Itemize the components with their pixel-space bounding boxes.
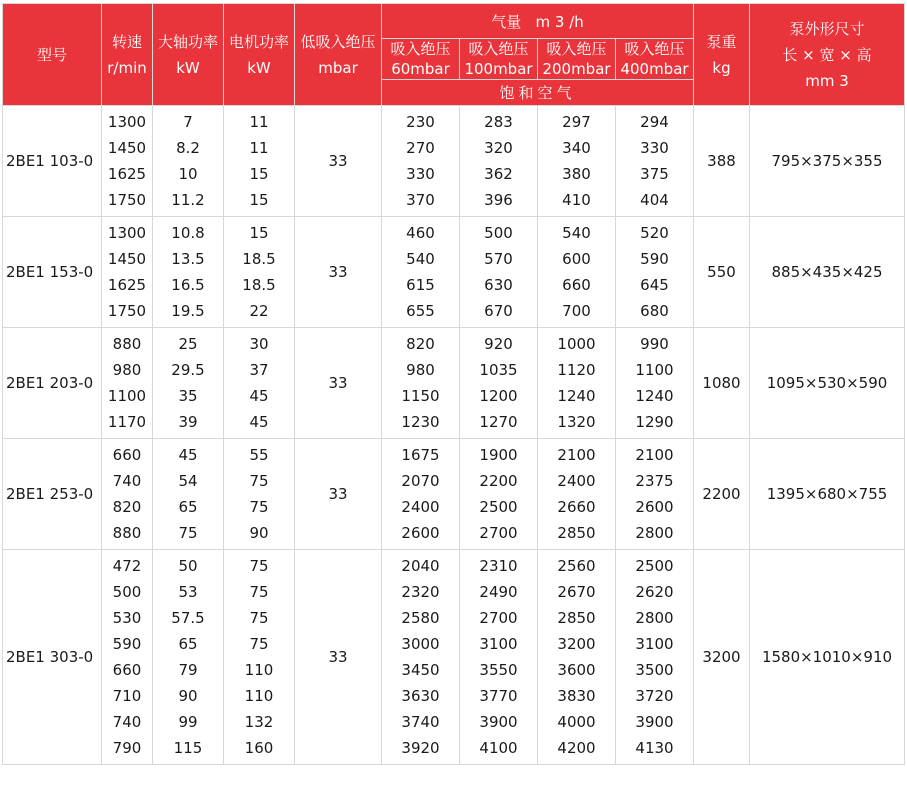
flow-60mbar-cell-value: 230 bbox=[406, 113, 435, 131]
flow-400mbar-cell bbox=[616, 106, 694, 217]
table-row bbox=[3, 328, 905, 439]
table-row bbox=[3, 217, 905, 328]
flow-400mbar-cell-value: 2800 bbox=[635, 524, 674, 542]
weight-cell-text: 388 bbox=[707, 152, 736, 170]
flow-60mbar-cell-value: 2320 bbox=[401, 583, 440, 601]
flow-100mbar-cell bbox=[460, 550, 538, 765]
weight-cell bbox=[694, 328, 750, 439]
table-header bbox=[3, 4, 905, 106]
flow-200mbar-cell-value: 3830 bbox=[557, 687, 596, 705]
flow-100mbar-cell-value: 500 bbox=[484, 224, 513, 242]
shaft-power-cell-value: 79 bbox=[178, 661, 198, 679]
flow-100mbar-cell-value: 1035 bbox=[479, 361, 518, 379]
shaft-power-cell-value: 53 bbox=[178, 583, 198, 601]
shaft-power-cell-value: 65 bbox=[178, 498, 198, 516]
flow-200mbar-cell-value: 2560 bbox=[557, 557, 596, 575]
min-pressure-cell bbox=[295, 439, 382, 550]
header-suction-60: 吸入绝压 60mbar bbox=[382, 39, 460, 80]
motor-power-cell-value: 75 bbox=[249, 635, 269, 653]
header-motor-power: 电机功率 kW bbox=[224, 4, 295, 106]
flow-60mbar-cell-value: 540 bbox=[406, 250, 435, 268]
flow-200mbar-cell-value: 2670 bbox=[557, 583, 596, 601]
weight-cell bbox=[694, 217, 750, 328]
flow-60mbar-cell-value: 3000 bbox=[401, 635, 440, 653]
flow-400mbar-cell bbox=[616, 550, 694, 765]
flow-60mbar-cell-value: 460 bbox=[406, 224, 435, 242]
speed-cell-value: 790 bbox=[112, 739, 142, 757]
weight-cell bbox=[694, 106, 750, 217]
flow-200mbar-cell-value: 1320 bbox=[557, 413, 596, 431]
shaft-power-cell-value: 75 bbox=[178, 524, 198, 542]
motor-power-cell-value: 18.5 bbox=[242, 250, 276, 268]
speed-cell bbox=[102, 106, 153, 217]
weight-cell-text: 550 bbox=[707, 263, 736, 281]
shaft-power-cell-value: 90 bbox=[178, 687, 198, 705]
speed-cell bbox=[102, 439, 153, 550]
dimensions-cell bbox=[750, 217, 905, 328]
speed-cell-value: 740 bbox=[112, 472, 142, 490]
shaft-power-cell-value: 10 bbox=[178, 165, 198, 183]
flow-400mbar-cell-value: 990 bbox=[640, 335, 669, 353]
flow-100mbar-cell-value: 283 bbox=[484, 113, 513, 131]
flow-100mbar-cell-value: 4100 bbox=[479, 739, 518, 757]
table-body bbox=[3, 106, 905, 765]
flow-400mbar-cell bbox=[616, 439, 694, 550]
motor-power-cell-value: 18.5 bbox=[242, 276, 276, 294]
shaft-power-cell-value: 57.5 bbox=[171, 609, 205, 627]
flow-60mbar-cell-value: 3920 bbox=[401, 739, 440, 757]
header-speed: 转速 r/min bbox=[102, 4, 153, 106]
flow-100mbar-cell-value: 3100 bbox=[479, 635, 518, 653]
flow-60mbar-cell-value: 2040 bbox=[401, 557, 440, 575]
flow-100mbar-cell-value: 570 bbox=[484, 250, 513, 268]
flow-200mbar-cell bbox=[538, 439, 616, 550]
flow-400mbar-cell-value: 2620 bbox=[635, 583, 674, 601]
motor-power-cell-value: 55 bbox=[249, 446, 269, 464]
flow-100mbar-cell-value: 2490 bbox=[479, 583, 518, 601]
flow-200mbar-cell-value: 3200 bbox=[557, 635, 596, 653]
flow-100mbar-cell-value: 3550 bbox=[479, 661, 518, 679]
flow-100mbar-cell bbox=[460, 106, 538, 217]
model-cell-text: 2BE1 153-0 bbox=[6, 263, 94, 281]
flow-400mbar-cell bbox=[616, 217, 694, 328]
flow-60mbar-cell-value: 1230 bbox=[401, 413, 440, 431]
flow-60mbar-cell-value: 2580 bbox=[401, 609, 440, 627]
flow-200mbar-cell-value: 2850 bbox=[557, 524, 596, 542]
shaft-power-cell-value: 99 bbox=[178, 713, 198, 731]
speed-cell bbox=[102, 217, 153, 328]
flow-60mbar-cell bbox=[382, 550, 460, 765]
flow-400mbar-cell-value: 294 bbox=[640, 113, 669, 131]
motor-power-cell-value: 90 bbox=[249, 524, 269, 542]
motor-power-cell-value: 75 bbox=[249, 583, 269, 601]
min-pressure-cell-text: 33 bbox=[328, 263, 348, 281]
shaft-power-cell-value: 16.5 bbox=[171, 276, 205, 294]
flow-400mbar-cell-value: 375 bbox=[640, 165, 669, 183]
speed-cell-value: 1625 bbox=[107, 276, 147, 294]
motor-power-cell-value: 160 bbox=[244, 739, 274, 757]
table-row bbox=[3, 439, 905, 550]
speed-cell-value: 660 bbox=[112, 446, 142, 464]
flow-400mbar-cell-value: 645 bbox=[640, 276, 669, 294]
shaft-power-cell-value: 39 bbox=[178, 413, 198, 431]
model-cell bbox=[3, 106, 102, 217]
speed-cell-value: 740 bbox=[112, 713, 142, 731]
shaft-power-cell-value: 13.5 bbox=[171, 250, 205, 268]
flow-200mbar-cell bbox=[538, 217, 616, 328]
flow-60mbar-cell-value: 655 bbox=[406, 302, 435, 320]
flow-60mbar-cell-value: 3740 bbox=[401, 713, 440, 731]
flow-200mbar-cell-value: 1000 bbox=[557, 335, 596, 353]
motor-power-cell-value: 110 bbox=[244, 687, 274, 705]
shaft-power-cell-value: 25 bbox=[178, 335, 198, 353]
flow-200mbar-cell-value: 2400 bbox=[557, 472, 596, 490]
dimensions-cell bbox=[750, 106, 905, 217]
shaft-power-cell-value: 29.5 bbox=[171, 361, 205, 379]
motor-power-cell-value: 75 bbox=[249, 557, 269, 575]
min-pressure-cell bbox=[295, 328, 382, 439]
flow-60mbar-cell bbox=[382, 217, 460, 328]
motor-power-cell-value: 45 bbox=[249, 413, 269, 431]
min-pressure-cell-text: 33 bbox=[328, 485, 348, 503]
table-row bbox=[3, 106, 905, 217]
flow-200mbar-cell-value: 700 bbox=[562, 302, 591, 320]
model-cell-text: 2BE1 103-0 bbox=[6, 152, 94, 170]
speed-cell-value: 820 bbox=[112, 498, 142, 516]
flow-100mbar-cell-value: 630 bbox=[484, 276, 513, 294]
pump-spec-table bbox=[2, 3, 905, 765]
flow-200mbar-cell-value: 3600 bbox=[557, 661, 596, 679]
speed-cell-value: 1450 bbox=[107, 139, 147, 157]
model-cell bbox=[3, 217, 102, 328]
flow-400mbar-cell-value: 2800 bbox=[635, 609, 674, 627]
header-dimensions: 泵外形尺寸 长 × 宽 × 高 mm 3 bbox=[750, 4, 905, 106]
flow-400mbar-cell-value: 1290 bbox=[635, 413, 674, 431]
weight-cell-text: 3200 bbox=[702, 648, 741, 666]
shaft-power-cell-value: 7 bbox=[183, 113, 193, 131]
model-cell bbox=[3, 550, 102, 765]
dimensions-cell-text: 795×375×355 bbox=[771, 152, 883, 170]
speed-cell-value: 1300 bbox=[107, 113, 147, 131]
flow-200mbar-cell-value: 4200 bbox=[557, 739, 596, 757]
speed-cell bbox=[102, 550, 153, 765]
flow-60mbar-cell bbox=[382, 106, 460, 217]
shaft-power-cell bbox=[153, 439, 224, 550]
speed-cell-value: 590 bbox=[112, 635, 142, 653]
flow-100mbar-cell bbox=[460, 328, 538, 439]
motor-power-cell-value: 110 bbox=[244, 661, 274, 679]
min-pressure-cell bbox=[295, 217, 382, 328]
flow-200mbar-cell bbox=[538, 550, 616, 765]
flow-400mbar-cell bbox=[616, 328, 694, 439]
flow-400mbar-cell-value: 4130 bbox=[635, 739, 674, 757]
header-gas-flow: 气量 m 3 /h bbox=[382, 4, 694, 39]
flow-100mbar-cell-value: 1900 bbox=[479, 446, 518, 464]
model-cell-text: 2BE1 203-0 bbox=[6, 374, 94, 392]
shaft-power-cell-value: 11.2 bbox=[171, 191, 205, 209]
flow-100mbar-cell-value: 320 bbox=[484, 139, 513, 157]
flow-60mbar-cell bbox=[382, 439, 460, 550]
flow-200mbar-cell-value: 540 bbox=[562, 224, 591, 242]
motor-power-cell-value: 75 bbox=[249, 472, 269, 490]
shaft-power-cell-value: 65 bbox=[178, 635, 198, 653]
speed-cell-value: 1300 bbox=[107, 224, 147, 242]
flow-400mbar-cell-value: 590 bbox=[640, 250, 669, 268]
flow-60mbar-cell-value: 820 bbox=[406, 335, 435, 353]
shaft-power-cell-value: 115 bbox=[173, 739, 203, 757]
motor-power-cell bbox=[224, 439, 295, 550]
flow-200mbar-cell-value: 4000 bbox=[557, 713, 596, 731]
weight-cell bbox=[694, 439, 750, 550]
motor-power-cell-value: 15 bbox=[249, 224, 269, 242]
speed-cell-value: 1750 bbox=[107, 191, 147, 209]
dimensions-cell-text: 1095×530×590 bbox=[766, 374, 888, 392]
motor-power-cell-value: 15 bbox=[249, 191, 269, 209]
min-pressure-cell bbox=[295, 106, 382, 217]
flow-100mbar-cell-value: 2310 bbox=[479, 557, 518, 575]
motor-power-cell-value: 75 bbox=[249, 609, 269, 627]
motor-power-cell bbox=[224, 106, 295, 217]
header-suction-400: 吸入绝压 400mbar bbox=[616, 39, 694, 80]
flow-60mbar-cell-value: 615 bbox=[406, 276, 435, 294]
shaft-power-cell-value: 50 bbox=[178, 557, 198, 575]
flow-60mbar-cell-value: 370 bbox=[406, 191, 435, 209]
flow-200mbar-cell-value: 1240 bbox=[557, 387, 596, 405]
flow-100mbar-cell-value: 2500 bbox=[479, 498, 518, 516]
flow-400mbar-cell-value: 404 bbox=[640, 191, 669, 209]
flow-60mbar-cell-value: 2600 bbox=[401, 524, 440, 542]
header-pump-weight: 泵重 kg bbox=[694, 4, 750, 106]
motor-power-cell-value: 132 bbox=[244, 713, 274, 731]
motor-power-cell-value: 37 bbox=[249, 361, 269, 379]
flow-200mbar-cell bbox=[538, 106, 616, 217]
flow-200mbar-cell-value: 410 bbox=[562, 191, 591, 209]
motor-power-cell-value: 22 bbox=[249, 302, 269, 320]
flow-200mbar-cell-value: 380 bbox=[562, 165, 591, 183]
model-cell bbox=[3, 328, 102, 439]
min-pressure-cell-text: 33 bbox=[328, 374, 348, 392]
speed-cell-value: 880 bbox=[112, 524, 142, 542]
flow-200mbar-cell-value: 2100 bbox=[557, 446, 596, 464]
flow-200mbar-cell-value: 297 bbox=[562, 113, 591, 131]
flow-60mbar-cell-value: 980 bbox=[406, 361, 435, 379]
motor-power-cell-value: 11 bbox=[249, 113, 269, 131]
flow-200mbar-cell-value: 660 bbox=[562, 276, 591, 294]
speed-cell-value: 1625 bbox=[107, 165, 147, 183]
flow-400mbar-cell-value: 330 bbox=[640, 139, 669, 157]
flow-60mbar-cell-value: 1150 bbox=[401, 387, 440, 405]
shaft-power-cell-value: 45 bbox=[178, 446, 198, 464]
dimensions-cell-text: 1395×680×755 bbox=[766, 485, 888, 503]
header-model: 型号 bbox=[3, 4, 102, 106]
dimensions-cell bbox=[750, 550, 905, 765]
flow-200mbar-cell bbox=[538, 328, 616, 439]
flow-100mbar-cell-value: 2200 bbox=[479, 472, 518, 490]
motor-power-cell bbox=[224, 217, 295, 328]
motor-power-cell-value: 15 bbox=[249, 165, 269, 183]
motor-power-cell-value: 11 bbox=[249, 139, 269, 157]
weight-cell bbox=[694, 550, 750, 765]
flow-60mbar-cell bbox=[382, 328, 460, 439]
shaft-power-cell-value: 19.5 bbox=[171, 302, 205, 320]
dimensions-cell bbox=[750, 439, 905, 550]
flow-60mbar-cell-value: 2070 bbox=[401, 472, 440, 490]
flow-100mbar-cell-value: 1200 bbox=[479, 387, 518, 405]
speed-cell-value: 710 bbox=[112, 687, 142, 705]
model-cell bbox=[3, 439, 102, 550]
flow-100mbar-cell-value: 920 bbox=[484, 335, 513, 353]
flow-60mbar-cell-value: 3450 bbox=[401, 661, 440, 679]
min-pressure-cell-text: 33 bbox=[328, 152, 348, 170]
flow-400mbar-cell-value: 1100 bbox=[635, 361, 674, 379]
speed-cell-value: 500 bbox=[112, 583, 142, 601]
flow-60mbar-cell-value: 2400 bbox=[401, 498, 440, 516]
header-suction-200: 吸入绝压 200mbar bbox=[538, 39, 616, 80]
flow-400mbar-cell-value: 3100 bbox=[635, 635, 674, 653]
weight-cell-text: 2200 bbox=[702, 485, 741, 503]
speed-cell-value: 1450 bbox=[107, 250, 147, 268]
flow-100mbar-cell bbox=[460, 439, 538, 550]
speed-cell-value: 980 bbox=[112, 361, 142, 379]
motor-power-cell-value: 30 bbox=[249, 335, 269, 353]
model-cell-text: 2BE1 253-0 bbox=[6, 485, 94, 503]
flow-100mbar-cell-value: 2700 bbox=[479, 609, 518, 627]
flow-60mbar-cell-value: 1675 bbox=[401, 446, 440, 464]
speed-cell-value: 1170 bbox=[107, 413, 147, 431]
flow-100mbar-cell-value: 1270 bbox=[479, 413, 518, 431]
flow-400mbar-cell-value: 2500 bbox=[635, 557, 674, 575]
shaft-power-cell-value: 35 bbox=[178, 387, 198, 405]
flow-400mbar-cell-value: 520 bbox=[640, 224, 669, 242]
shaft-power-cell bbox=[153, 328, 224, 439]
flow-200mbar-cell-value: 600 bbox=[562, 250, 591, 268]
flow-60mbar-cell-value: 270 bbox=[406, 139, 435, 157]
shaft-power-cell bbox=[153, 550, 224, 765]
flow-400mbar-cell-value: 2375 bbox=[635, 472, 674, 490]
motor-power-cell-value: 45 bbox=[249, 387, 269, 405]
motor-power-cell bbox=[224, 328, 295, 439]
flow-100mbar-cell-value: 3900 bbox=[479, 713, 518, 731]
motor-power-cell bbox=[224, 550, 295, 765]
model-cell-text: 2BE1 303-0 bbox=[6, 648, 94, 666]
header-saturated-air: 饱和空气 bbox=[382, 80, 694, 106]
speed-cell-value: 530 bbox=[112, 609, 142, 627]
min-pressure-cell bbox=[295, 550, 382, 765]
flow-100mbar-cell-value: 396 bbox=[484, 191, 513, 209]
flow-100mbar-cell-value: 3770 bbox=[479, 687, 518, 705]
flow-60mbar-cell-value: 330 bbox=[406, 165, 435, 183]
speed-cell bbox=[102, 328, 153, 439]
flow-100mbar-cell-value: 362 bbox=[484, 165, 513, 183]
flow-200mbar-cell-value: 2850 bbox=[557, 609, 596, 627]
header-min-suction-pressure: 低吸入绝压 mbar bbox=[295, 4, 382, 106]
dimensions-cell-text: 885×435×425 bbox=[771, 263, 883, 281]
dimensions-cell-text: 1580×1010×910 bbox=[761, 648, 893, 666]
flow-100mbar-cell bbox=[460, 217, 538, 328]
speed-cell-value: 1750 bbox=[107, 302, 147, 320]
min-pressure-cell-text: 33 bbox=[328, 648, 348, 666]
shaft-power-cell-value: 8.2 bbox=[176, 139, 200, 157]
flow-400mbar-cell-value: 3720 bbox=[635, 687, 674, 705]
shaft-power-cell bbox=[153, 106, 224, 217]
flow-200mbar-cell-value: 2660 bbox=[557, 498, 596, 516]
flow-400mbar-cell-value: 1240 bbox=[635, 387, 674, 405]
flow-60mbar-cell-value: 3630 bbox=[401, 687, 440, 705]
flow-400mbar-cell-value: 2600 bbox=[635, 498, 674, 516]
dimensions-cell bbox=[750, 328, 905, 439]
speed-cell-value: 1100 bbox=[107, 387, 147, 405]
flow-200mbar-cell-value: 340 bbox=[562, 139, 591, 157]
flow-200mbar-cell-value: 1120 bbox=[557, 361, 596, 379]
flow-400mbar-cell-value: 2100 bbox=[635, 446, 674, 464]
header-suction-100: 吸入绝压 100mbar bbox=[460, 39, 538, 80]
flow-400mbar-cell-value: 3500 bbox=[635, 661, 674, 679]
header-shaft-power: 大轴功率 kW bbox=[153, 4, 224, 106]
flow-100mbar-cell-value: 670 bbox=[484, 302, 513, 320]
motor-power-cell-value: 75 bbox=[249, 498, 269, 516]
table-row bbox=[3, 550, 905, 765]
speed-cell-value: 880 bbox=[112, 335, 142, 353]
flow-100mbar-cell-value: 2700 bbox=[479, 524, 518, 542]
flow-400mbar-cell-value: 680 bbox=[640, 302, 669, 320]
speed-cell-value: 472 bbox=[112, 557, 142, 575]
shaft-power-cell-value: 10.8 bbox=[171, 224, 205, 242]
shaft-power-cell-value: 54 bbox=[178, 472, 198, 490]
speed-cell-value: 660 bbox=[112, 661, 142, 679]
shaft-power-cell bbox=[153, 217, 224, 328]
weight-cell-text: 1080 bbox=[702, 374, 741, 392]
flow-400mbar-cell-value: 3900 bbox=[635, 713, 674, 731]
